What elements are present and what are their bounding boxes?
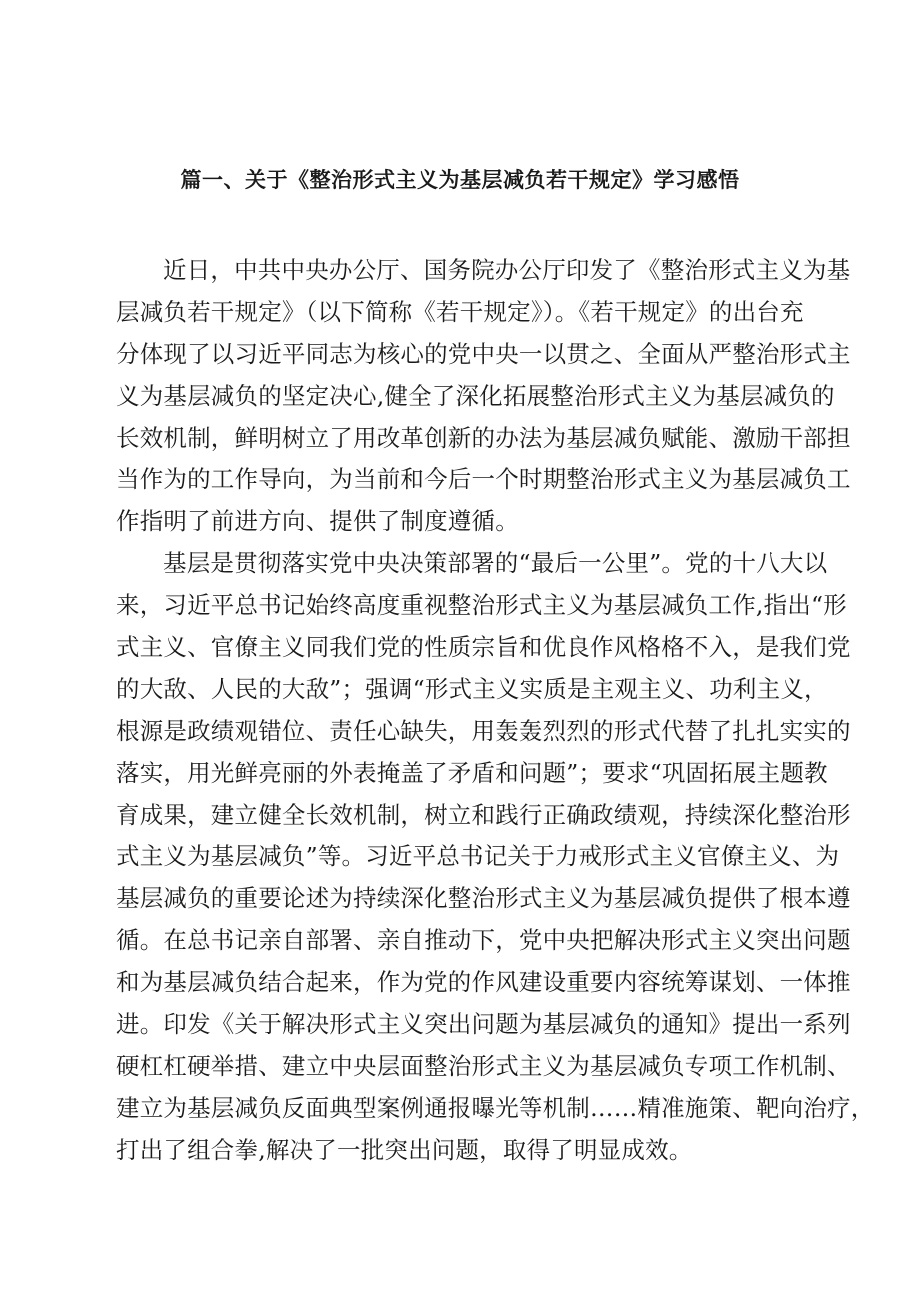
paragraph-2-line: 根源是政绩观错位、责任心缺失，用轰轰烈烈的形式代替了扎扎实实的 xyxy=(116,716,851,745)
paragraph-1-line: 长效机制，鲜明树立了用改革创新的办法为基层减负赋能、激励干部担 xyxy=(116,423,851,452)
paragraph-1-line: 层减负若干规定》（以下简称《若干规定》）。《若干规定》的出台充 xyxy=(116,297,804,326)
paragraph-2-line: 育成果，建立健全长效机制，树立和践行正确政绩观，持续深化整治形 xyxy=(116,800,851,829)
paragraph-2-line: 建立为基层减负反面典型案例通报曝光等机制……精准施策、靶向治疗， xyxy=(116,1093,875,1122)
document-body xyxy=(116,250,875,1172)
paragraph-2-line: 循。在总书记亲自部署、亲自推动下，党中央把解决形式主义突出问题 xyxy=(116,926,851,955)
paragraph-1-line: 义为基层减负的坚定决心,健全了深化拓展整治形式主义为基层减负的 xyxy=(116,381,835,410)
paragraph-2-line: 的大敌、人民的大敌”；强调“形式主义实质是主观主义、功利主义， xyxy=(116,674,828,703)
paragraph-2-line: 和为基层减负结合起来，作为党的作风建设重要内容统筹谋划、一体推 xyxy=(116,968,851,997)
paragraph-2-line: 式主义、官僚主义同我们党的性质宗旨和优良作风格格不入，是我们党 xyxy=(116,633,851,662)
paragraph-2-line: 基层减负的重要论述为持续深化整治形式主义为基层减负提供了根本遵 xyxy=(116,884,851,913)
paragraph-1-line: 分体现了以习近平同志为核心的党中央一以贯之、全面从严整治形式主 xyxy=(116,339,851,368)
paragraph-2-line: 落实，用光鲜亮丽的外表掩盖了矛盾和问题”；要求“巩固拓展主题教 xyxy=(116,758,828,787)
paragraph-2-line: 来，习近平总书记始终高度重视整治形式主义为基层减负工作,指出“形 xyxy=(116,591,847,620)
document-title: 篇一、关于《整治形式主义为基层减负若干规定》学习感悟 xyxy=(180,168,740,192)
paragraph-1-line: 作指明了前进方向、提供了制度遵循。 xyxy=(116,507,519,536)
paragraph-1-line: 近日，中共中央办公厅、国务院办公厅印发了《整治形式主义为基 xyxy=(163,256,851,284)
paragraph-2-line: 硬杠杠硬举措、建立中央层面整治形式主义为基层减负专项工作机制、 xyxy=(116,1051,851,1080)
paragraph-2-line: 打出了组合拳,解决了一批突出问题，取得了明显成效。 xyxy=(116,1135,693,1164)
paragraph-2-line: 进。印发《关于解决形式主义突出问题为基层减负的通知》提出一系列 xyxy=(116,1010,851,1039)
paragraph-2-line: 式主义为基层减负”等。习近平总书记关于力戒形式主义官僚主义、为 xyxy=(116,842,840,871)
paragraph-2-line: 基层是贯彻落实党中央决策部署的“最后一公里”。党的十八大以 xyxy=(163,549,828,578)
paragraph-1-line: 当作为的工作导向，为当前和今后一个时期整治形式主义为基层减负工 xyxy=(116,465,851,494)
